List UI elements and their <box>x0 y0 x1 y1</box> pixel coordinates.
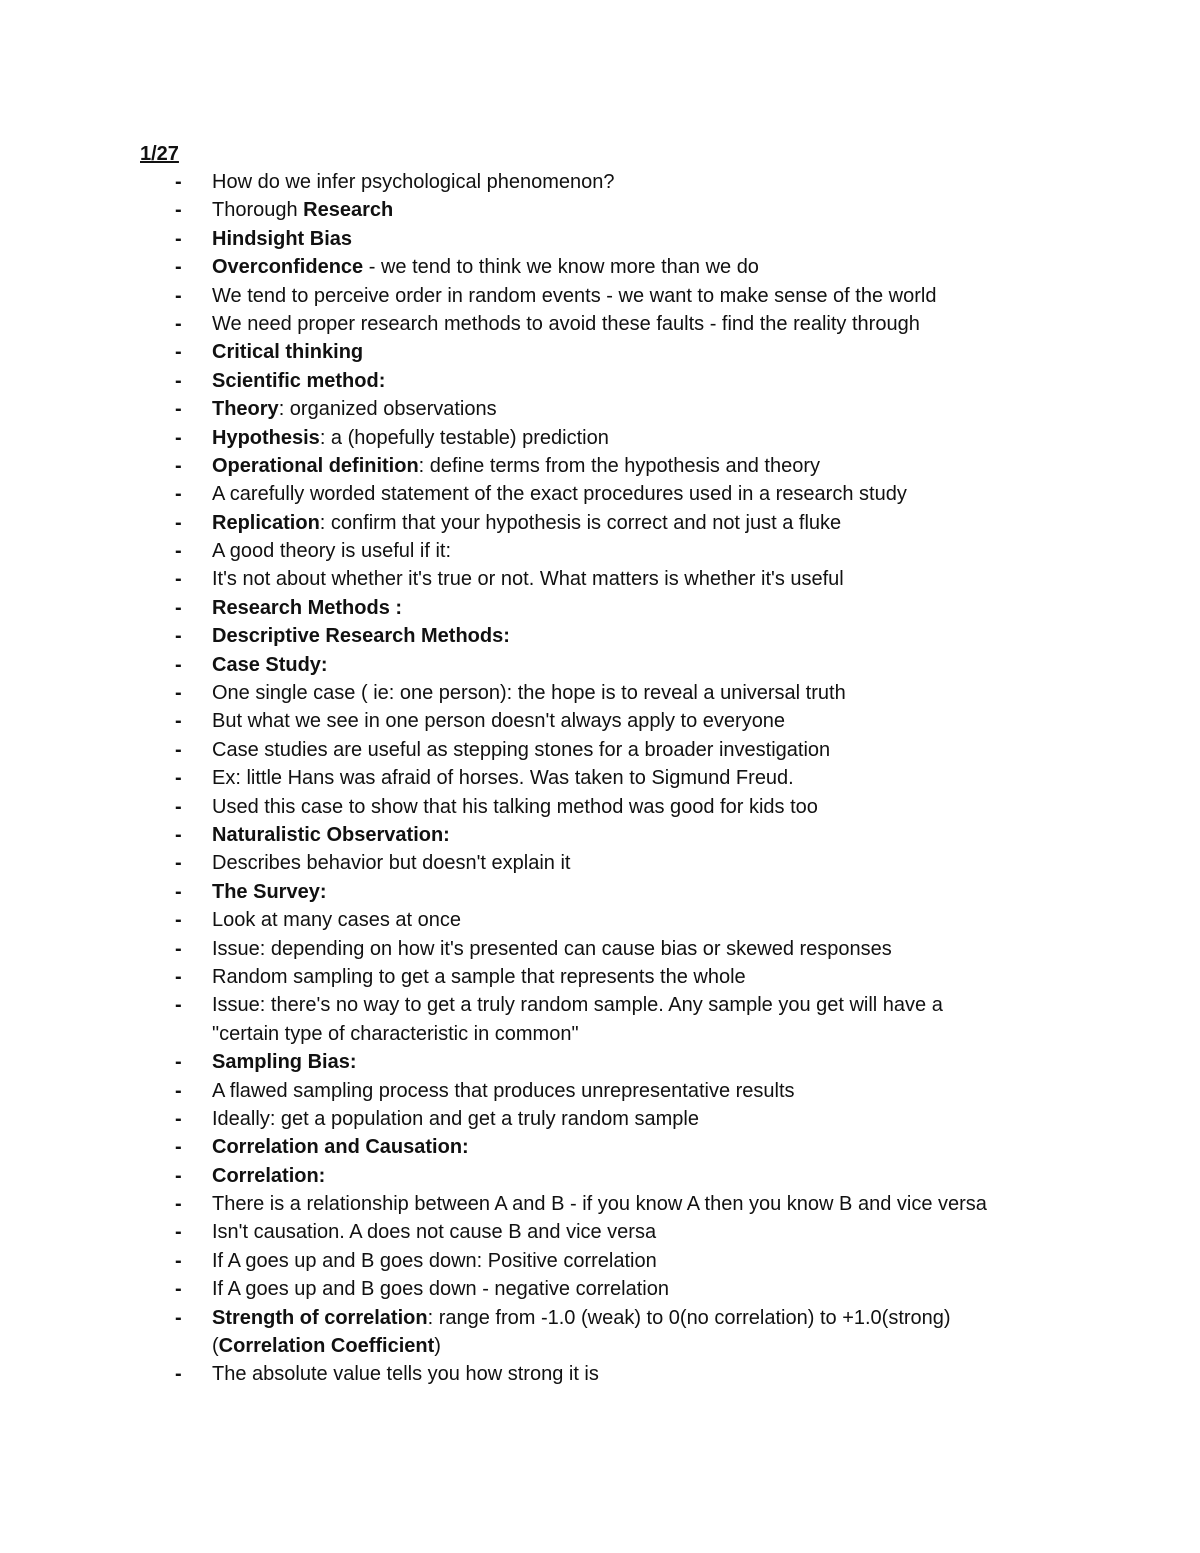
list-item <box>0 196 1100 224</box>
item-term: Hypothesis <box>212 426 320 449</box>
list-item <box>0 537 1100 565</box>
item-description: A flawed sampling process that produces unrepresentative results <box>212 1079 795 1102</box>
item-description: We tend to perceive order in random events - we want to make sense of the world <box>212 284 937 307</box>
list-item-text <box>212 991 943 1019</box>
list-item <box>0 1133 1100 1161</box>
item-description: Ideally: get a population and get a truly random sample <box>212 1107 699 1130</box>
bullet-dash: - <box>175 1107 182 1130</box>
list-item <box>0 736 1100 764</box>
item-description: Random sampling to get a sample that represents the whole <box>212 965 746 988</box>
item-description: : a (hopefully testable) prediction <box>319 426 609 449</box>
list-item <box>0 878 1100 906</box>
bullet-dash: - <box>175 454 182 477</box>
bullet-dash: - <box>175 1249 182 1272</box>
list-item-text <box>212 707 785 735</box>
notes-list <box>0 168 1100 1389</box>
list-item <box>0 594 1100 622</box>
bullet-dash: - <box>175 880 182 903</box>
list-item-text <box>212 253 759 281</box>
list-item-text <box>212 424 609 452</box>
item-continuation-suffix: ) <box>434 1335 441 1358</box>
item-description: Case studies are useful as stepping stones for a broader investigation <box>212 738 831 761</box>
item-term: Strength of correlation <box>212 1306 428 1329</box>
bullet-dash: - <box>175 483 182 506</box>
list-item-text <box>212 338 363 366</box>
list-item-text <box>212 1048 356 1076</box>
item-description: Ex: little Hans was afraid of horses. Was taken to Sigmund Freud. <box>212 767 794 790</box>
list-item-text <box>212 1275 669 1303</box>
list-item-text <box>212 679 846 707</box>
list-item <box>0 1360 1100 1388</box>
item-description: : define terms from the hypothesis and theory <box>418 454 820 477</box>
bullet-dash: - <box>175 653 182 676</box>
item-term: Operational definition <box>212 454 419 477</box>
list-item <box>0 367 1100 395</box>
list-item-text <box>212 651 328 679</box>
bullet-dash: - <box>175 852 182 875</box>
bullet-dash: - <box>175 256 182 279</box>
item-continuation-prefix: ( <box>212 1335 219 1358</box>
item-term: Theory <box>212 398 279 421</box>
bullet-dash: - <box>175 682 182 705</box>
list-item <box>0 225 1100 253</box>
list-item-text <box>212 452 820 480</box>
item-term: Replication <box>212 511 320 534</box>
list-item <box>0 1105 1100 1133</box>
list-item-text <box>212 509 841 537</box>
item-description: - we tend to think we know more than we do <box>363 256 759 279</box>
bullet-dash: - <box>175 767 182 790</box>
list-item <box>0 480 1100 508</box>
list-item <box>0 395 1100 423</box>
item-description: Isn't causation. A does not cause B and vice versa <box>212 1221 657 1244</box>
item-description: One single case ( ie: one person): the hope is to reveal a universal truth <box>212 682 846 705</box>
item-description: A good theory is useful if it: <box>212 540 452 563</box>
list-item-text <box>212 367 385 395</box>
list-item <box>0 793 1100 821</box>
item-continuation: "certain type of characteristic in common" <box>212 1022 579 1045</box>
list-item <box>0 1077 1100 1105</box>
bullet-dash: - <box>175 937 182 960</box>
list-item-continuation <box>0 1332 1100 1360</box>
list-item <box>0 424 1100 452</box>
bullet-dash: - <box>175 568 182 591</box>
bullet-dash: - <box>175 738 182 761</box>
list-item <box>0 168 1100 196</box>
list-item <box>0 338 1100 366</box>
list-item-text <box>212 225 352 253</box>
list-item <box>0 1304 1100 1332</box>
list-item-text <box>212 1304 951 1332</box>
bullet-dash: - <box>175 369 182 392</box>
item-description: There is a relationship between A and B - if you know A then you know B and vice versa <box>212 1193 987 1216</box>
item-term: Scientific method: <box>212 369 386 392</box>
bullet-dash: - <box>175 994 182 1017</box>
list-item-text <box>212 537 451 565</box>
list-item-text <box>212 310 920 338</box>
list-item <box>0 1247 1100 1275</box>
bullet-dash: - <box>175 540 182 563</box>
bullet-dash: - <box>175 1079 182 1102</box>
item-term: Descriptive Research Methods: <box>212 625 510 648</box>
item-term: Naturalistic Observation: <box>212 823 450 846</box>
list-item <box>0 1162 1100 1190</box>
item-description: If A goes up and B goes down - negative correlation <box>212 1278 669 1301</box>
list-item-text <box>212 1133 469 1161</box>
bullet-dash: - <box>175 341 182 364</box>
list-item-text <box>212 1162 325 1190</box>
list-item <box>0 821 1100 849</box>
item-term: Case Study: <box>212 653 328 676</box>
bullet-dash: - <box>175 312 182 335</box>
list-item-text <box>212 821 450 849</box>
item-description: Issue: there's no way to get a truly random sample. Any sample you get will have a <box>212 994 943 1017</box>
list-item-text <box>212 565 844 593</box>
list-item-text <box>212 1190 987 1218</box>
list-item-text <box>212 878 326 906</box>
list-item <box>0 1218 1100 1246</box>
list-item-text <box>212 168 614 196</box>
item-description: Issue: depending on how it's presented can cause bias or skewed responses <box>212 937 892 960</box>
list-item <box>0 1275 1100 1303</box>
list-item-text <box>212 282 936 310</box>
item-term: Correlation: <box>212 1164 326 1187</box>
list-item-text <box>212 622 510 650</box>
item-continuation-term: Correlation Coefficient <box>218 1335 435 1358</box>
list-item-text <box>212 764 794 792</box>
bullet-dash: - <box>175 625 182 648</box>
bullet-dash: - <box>175 1164 182 1187</box>
list-item-text <box>212 1218 656 1246</box>
item-description: A carefully worded statement of the exact procedures used in a research study <box>212 483 907 506</box>
bullet-dash: - <box>175 1193 182 1216</box>
list-item-text <box>212 480 907 508</box>
list-item <box>0 963 1100 991</box>
bullet-dash: - <box>175 1136 182 1159</box>
continuation-text <box>212 1020 579 1048</box>
list-item-text <box>212 906 461 934</box>
item-description: : organized observations <box>278 398 497 421</box>
bullet-dash: - <box>175 710 182 733</box>
bullet-dash: - <box>175 171 182 193</box>
bullet-dash: - <box>175 227 182 250</box>
continuation-text <box>212 1332 441 1360</box>
list-item <box>0 1048 1100 1076</box>
list-item <box>0 991 1100 1019</box>
list-item <box>0 764 1100 792</box>
list-item-text <box>212 196 393 224</box>
list-item-continuation <box>0 1020 1100 1048</box>
list-item <box>0 935 1100 963</box>
item-prefix: Thorough <box>212 199 304 222</box>
bullet-dash: - <box>175 965 182 988</box>
list-item <box>0 651 1100 679</box>
bullet-dash: - <box>175 1221 182 1244</box>
list-item <box>0 707 1100 735</box>
list-item-text <box>212 849 570 877</box>
bullet-dash: - <box>175 795 182 818</box>
list-item-text <box>212 793 818 821</box>
list-item-text <box>212 1360 599 1388</box>
bullet-dash: - <box>175 1051 182 1074</box>
bullet-dash: - <box>175 823 182 846</box>
list-item <box>0 310 1100 338</box>
list-item-text <box>212 1105 699 1133</box>
item-description: : confirm that your hypothesis is correct and not just a fluke <box>319 511 842 534</box>
item-term: Hindsight Bias <box>212 227 353 250</box>
item-term: Research Methods : <box>212 596 403 619</box>
list-item <box>0 906 1100 934</box>
list-item <box>0 509 1100 537</box>
bullet-dash: - <box>175 398 182 421</box>
item-description: But what we see in one person doesn't always apply to everyone <box>212 710 786 733</box>
list-item-text <box>212 395 497 423</box>
item-term: The Survey: <box>212 880 327 903</box>
item-description: Look at many cases at once <box>212 909 462 932</box>
item-term: Overconfidence <box>212 256 364 279</box>
list-item <box>0 253 1100 281</box>
bullet-dash: - <box>175 1363 182 1386</box>
item-term: Research <box>303 199 394 222</box>
item-term: Correlation and Causation: <box>212 1136 469 1159</box>
item-term: Critical thinking <box>212 341 364 364</box>
bullet-dash: - <box>175 1306 182 1329</box>
list-item <box>0 565 1100 593</box>
item-description: Used this case to show that his talking method was good for kids too <box>212 795 818 818</box>
item-description: If A goes up and B goes down: Positive correlation <box>212 1249 657 1272</box>
list-item-text <box>212 963 746 991</box>
date-heading: 1/27 <box>140 143 179 165</box>
list-item-text <box>212 594 402 622</box>
list-item-text <box>212 1077 795 1105</box>
item-term: Sampling Bias: <box>212 1051 357 1074</box>
bullet-dash: - <box>175 199 182 222</box>
list-item <box>0 1190 1100 1218</box>
item-description: : range from -1.0 (weak) to 0(no correlation) to +1.0(strong) <box>427 1306 951 1329</box>
bullet-dash: - <box>175 511 182 534</box>
item-description: It's not about whether it's true or not. What matters is whether it's useful <box>212 568 844 591</box>
list-item <box>0 849 1100 877</box>
list-item-text <box>212 935 892 963</box>
item-description: Describes behavior but doesn't explain it <box>212 852 571 875</box>
bullet-dash: - <box>175 1278 182 1301</box>
list-item <box>0 282 1100 310</box>
list-item-text <box>212 1247 657 1275</box>
bullet-dash: - <box>175 596 182 619</box>
bullet-dash: - <box>175 284 182 307</box>
list-item <box>0 452 1100 480</box>
item-description: How do we infer psychological phenomenon? <box>212 171 615 193</box>
list-item <box>0 622 1100 650</box>
item-description: The absolute value tells you how strong it is <box>212 1363 599 1386</box>
list-item <box>0 679 1100 707</box>
bullet-dash: - <box>175 909 182 932</box>
item-description: We need proper research methods to avoid these faults - find the reality through <box>212 312 920 335</box>
list-item-text <box>212 736 830 764</box>
bullet-dash: - <box>175 426 182 449</box>
